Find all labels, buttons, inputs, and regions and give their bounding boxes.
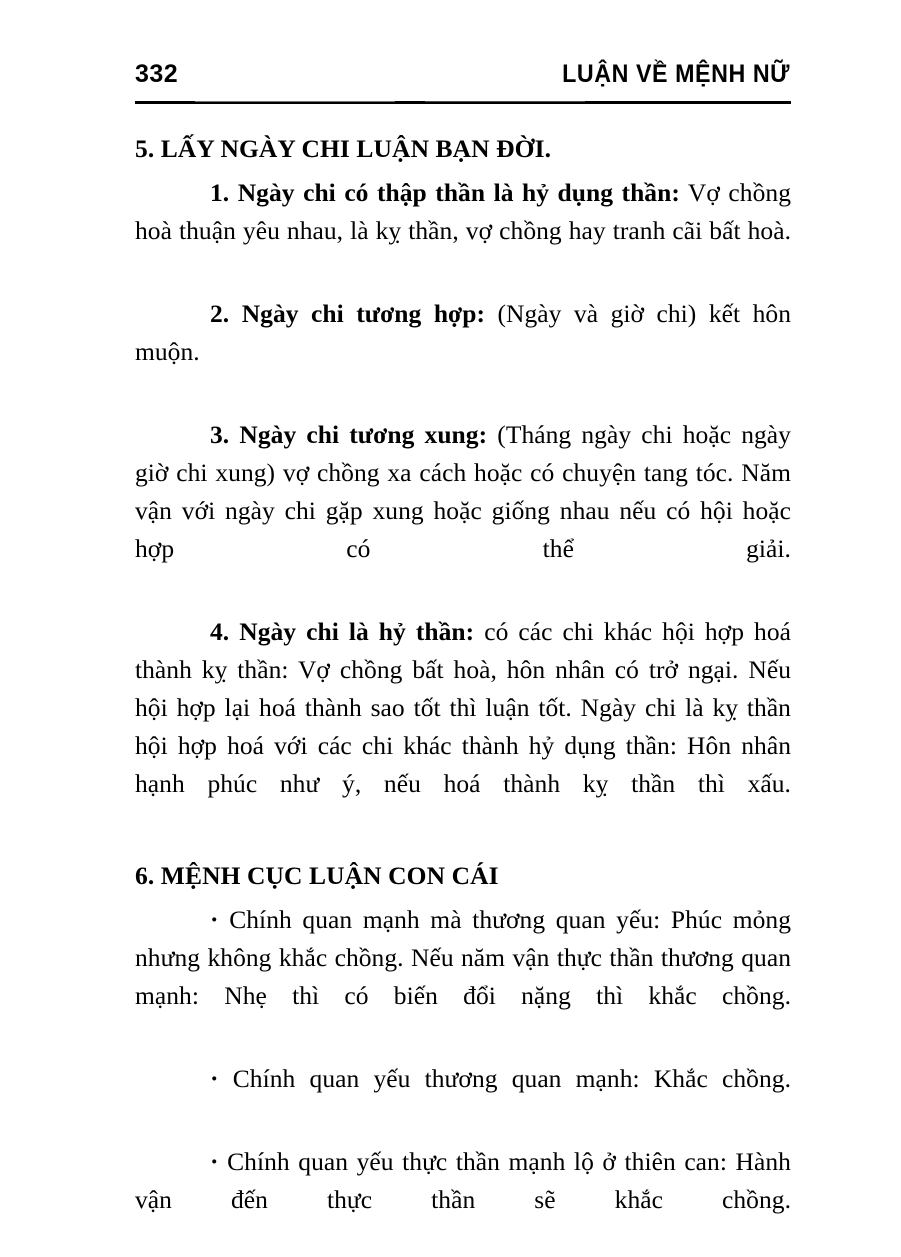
numbered-item-2: [135, 295, 791, 409]
item-lead-1: 1. Ngày chi có thập thần là hỷ dụng thần:: [210, 178, 680, 207]
text-column: [135, 130, 791, 1257]
page-number: 332: [135, 60, 179, 88]
bullet-item-2: [135, 1060, 791, 1136]
running-title: LUẬN VỀ MỆNH NỮ: [562, 60, 790, 88]
bullet-item-1: [135, 901, 791, 1053]
item-text-3: (Tháng ngày chi hoặc ngày giờ chi xung) vợ chồng xa cách hoặc có chuyện tang tóc. Năm vận với ngày chi gặp xung hoặc giống nhau nếu có hội hoặc hợp có thể giải.: [135, 420, 791, 563]
running-header: [135, 62, 790, 102]
item-text-4: có các chi khác hội hợp hoá thành kỵ thần: Vợ chồng bất hoà, hôn nhân có trở ngại. Nếu hội hợp lại hoá thành sao tốt thì luận tốt. Ngày chi là kỵ thần hội hợp hoá với các chi khác thành hỷ dụng thần: Hôn nhân hạnh phúc như ý, nếu hoá thành kỵ thần thì xấu.: [135, 617, 791, 798]
section-heading-5: 5. LẤY NGÀY CHI LUẬN BẠN ĐỜI.: [135, 134, 552, 163]
numbered-item-1: [135, 174, 791, 288]
section-heading-6: 6. MỆNH CỤC LUẬN CON CÁI: [135, 861, 499, 890]
numbered-item-3: [135, 416, 791, 606]
bullet-marker-icon: ·: [210, 1064, 219, 1093]
item-lead-3: 3. Ngày chi tương xung:: [210, 420, 488, 449]
item-lead-2: 2. Ngày chi tương hợp:: [210, 299, 485, 328]
numbered-item-4: [135, 613, 791, 841]
header-divider: [135, 101, 791, 104]
item-text-2: (Ngày và giờ chi) kết hôn muộn.: [135, 299, 792, 366]
bullet-item-3: [135, 1143, 791, 1257]
bullet-text-2: Chính quan yếu thương quan mạnh: Khắc chồng.: [232, 1064, 791, 1093]
item-lead-4: 4. Ngày chi là hỷ thần:: [210, 617, 475, 646]
bullet-marker-icon: ·: [210, 1147, 219, 1176]
bullet-text-3: Chính quan yếu thực thần mạnh lộ ở thiên can: Hành vận đến thực thần sẽ khắc chồng.: [135, 1147, 791, 1214]
bullet-marker-icon: ·: [210, 905, 219, 934]
bullet-text-1: Chính quan mạnh mà thương quan yếu: Phúc mỏng nhưng không khắc chồng. Nếu năm vận thực thần thương quan mạnh: Nhẹ thì có biến đổi nặng thì khắc chồng.: [135, 905, 792, 1010]
item-text-1: Vợ chồng hoà thuận yêu nhau, là kỵ thần, vợ chồng hay tranh cãi bất hoà.: [135, 178, 791, 245]
